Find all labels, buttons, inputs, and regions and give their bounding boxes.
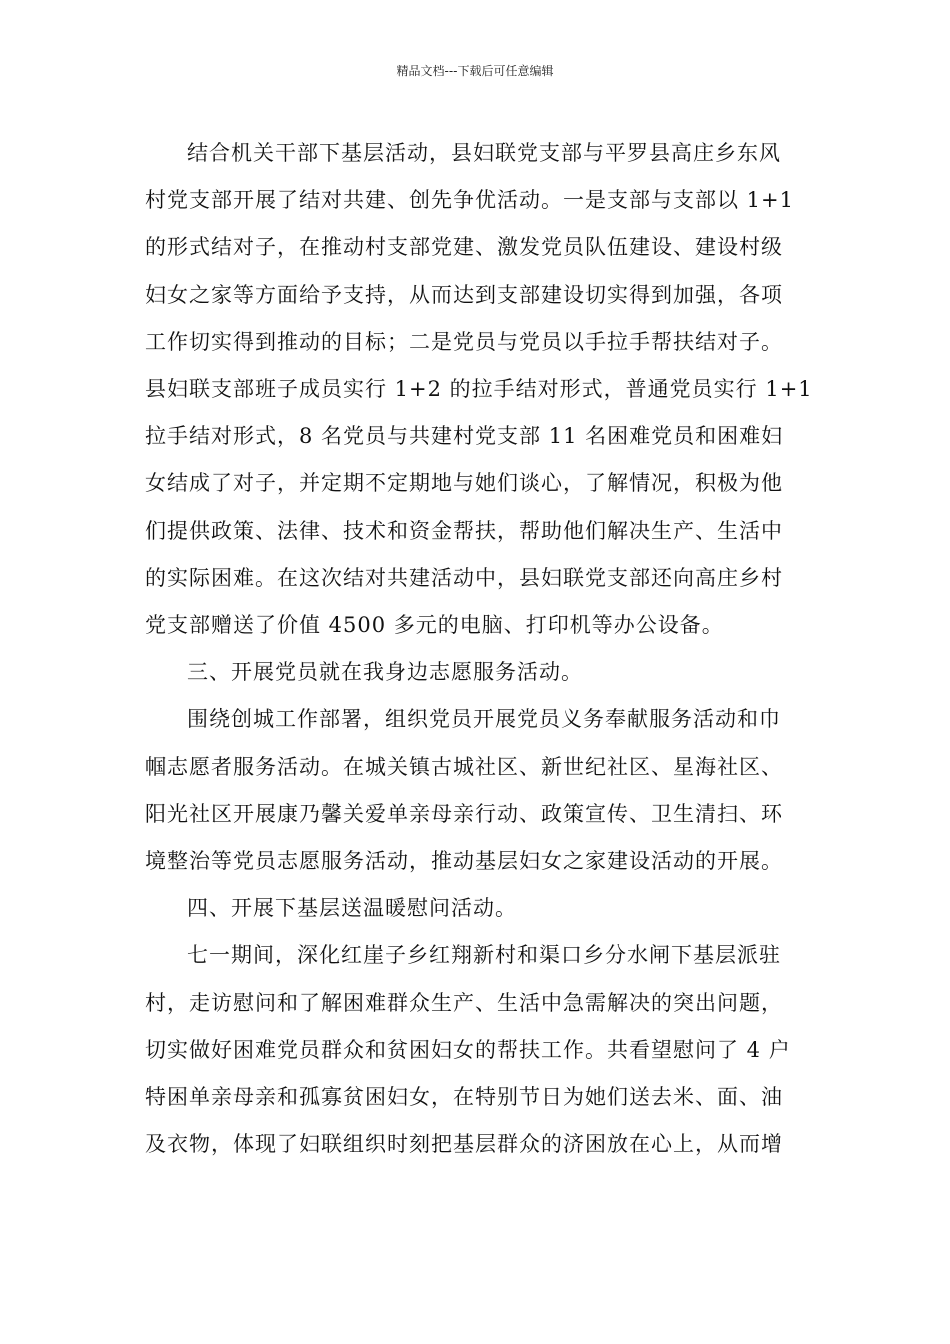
text-line: 阳光社区开展康乃馨关爱单亲母亲行动、政策宣传、卫生清扫、环 xyxy=(145,801,783,826)
paragraph xyxy=(145,932,805,1168)
text-line: 围绕创城工作部署，组织党员开展党员义务奉献服务活动和巾 xyxy=(187,707,781,732)
paragraph xyxy=(145,130,813,649)
text-line: 县妇联支部班子成员实行 1+2 的拉手结对形式，普通党员实行 1+1 xyxy=(145,377,813,402)
text-line: 们提供政策、法律、技术和资金帮扶，帮助他们解决生产、生活中 xyxy=(145,518,783,543)
text-line: 村，走访慰问和了解困难群众生产、生活中急需解决的突出问题， xyxy=(145,990,783,1015)
document-body xyxy=(145,130,813,1168)
text-line: 切实做好困难党员群众和贫困妇女的帮扶工作。共看望慰问了 4 户 xyxy=(145,1037,791,1062)
section-heading xyxy=(145,649,805,696)
text-line: 帼志愿者服务活动。在城关镇古城社区、新世纪社区、星海社区、 xyxy=(145,754,783,779)
text-line: 特困单亲母亲和孤寡贫困妇女，在特别节日为她们送去米、面、油 xyxy=(145,1085,783,1110)
text-line: 三、开展党员就在我身边志愿服务活动。 xyxy=(187,660,583,685)
text-line: 七一期间，深化红崖子乡红翔新村和渠口乡分水闸下基层派驻 xyxy=(187,943,781,968)
text-line: 的实际困难。在这次结对共建活动中，县妇联党支部还向高庄乡村 xyxy=(145,565,783,590)
text-line: 拉手结对形式，8 名党员与共建村党支部 11 名困难党员和困难妇 xyxy=(145,424,784,449)
text-line: 女结成了对子，并定期不定期地与她们谈心，了解情况，积极为他 xyxy=(145,471,783,496)
text-line: 妇女之家等方面给予支持，从而达到支部建设切实得到加强，各项 xyxy=(145,282,783,307)
text-line: 村党支部开展了结对共建、创先争优活动。一是支部与支部以 1+1 xyxy=(145,188,794,213)
text-line: 结合机关干部下基层活动，县妇联党支部与平罗县高庄乡东风 xyxy=(187,141,781,165)
page-header: 精品文档---下载后可任意编辑 xyxy=(396,64,554,78)
text-line: 四、开展下基层送温暖慰问活动。 xyxy=(187,896,517,921)
text-line: 工作切实得到推动的目标；二是党员与党员以手拉手帮扶结对子。 xyxy=(145,329,783,354)
text-line: 及衣物，体现了妇联组织时刻把基层群众的济困放在心上，从而增 xyxy=(145,1132,783,1157)
text-line: 的形式结对子，在推动村支部党建、激发党员队伍建设、建设村级 xyxy=(145,235,783,260)
text-line: 党支部赠送了价值 4500 多元的电脑、打印机等办公设备。 xyxy=(145,613,724,638)
text-line: 境整治等党员志愿服务活动，推动基层妇女之家建设活动的开展。 xyxy=(145,849,783,874)
paragraph xyxy=(145,696,805,885)
section-heading xyxy=(145,885,805,932)
